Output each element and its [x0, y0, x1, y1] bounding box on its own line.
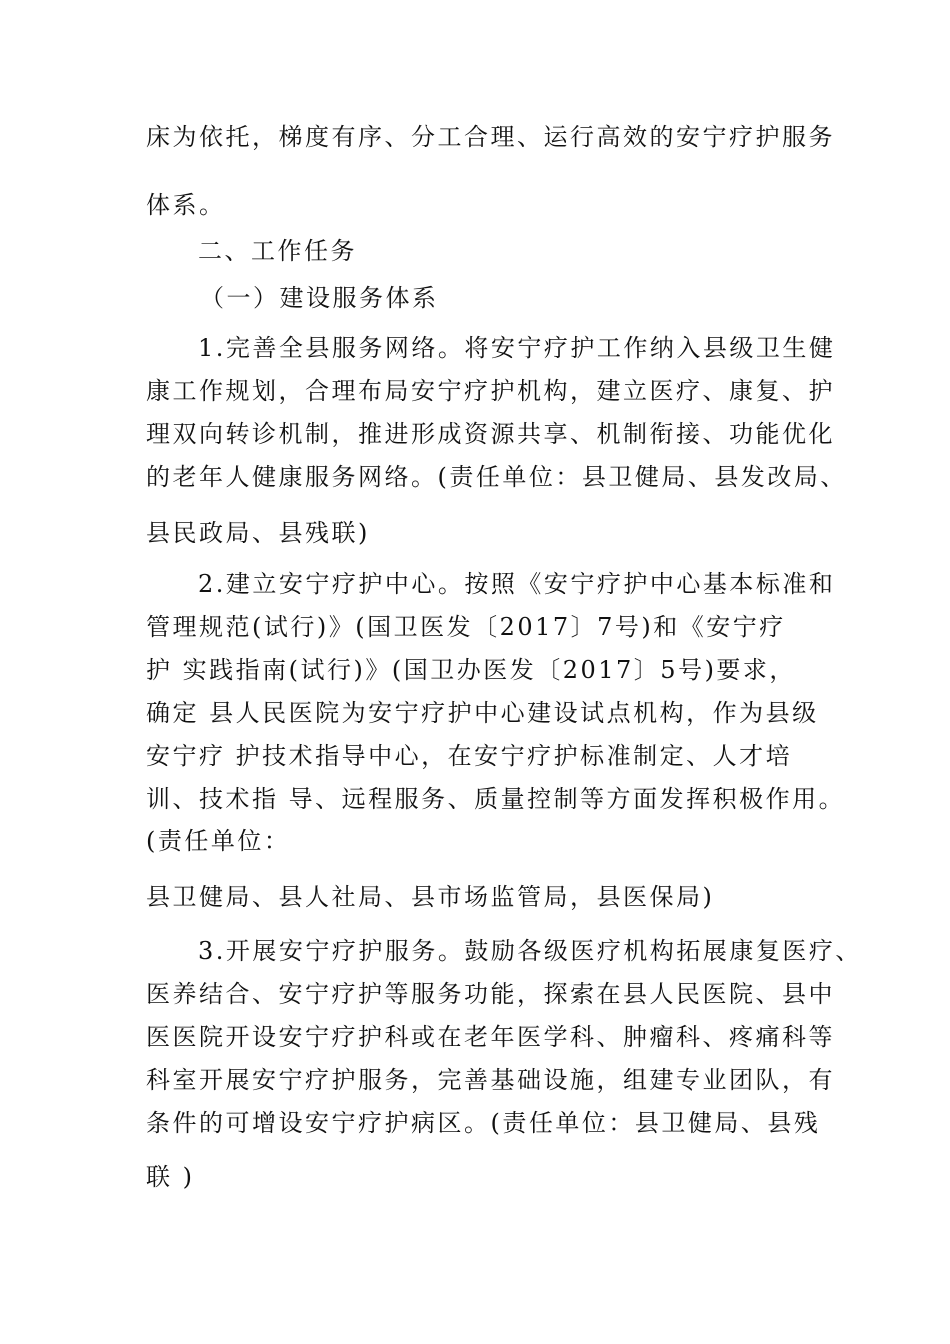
text-line: 2.建立安宁疗护中心。按照《安宁疗护中心基本标准和 [198, 570, 836, 598]
text-line: 的老年人健康服务网络。(责任单位：县卫健局、县发改局、 [146, 463, 847, 491]
text-line: 3.开展安宁疗护服务。鼓励各级医疗机构拓展康复医疗、 [198, 937, 862, 965]
section-heading: 二、工作任务 [198, 237, 357, 265]
text-line: 科室开展安宁疗护服务，完善基础设施，组建专业团队，有 [146, 1066, 835, 1094]
text-line: 条件的可增设安宁疗护病区。(责任单位：县卫健局、县残 [146, 1109, 821, 1137]
text-line: 县卫健局、县人社局、县市场监管局，县医保局) [146, 883, 715, 911]
text-line: 康工作规划，合理布局安宁疗护机构，建立医疗、康复、护 [146, 377, 835, 405]
text-line: (责任单位： [146, 827, 291, 855]
text-line: 护 实践指南(试行)》(国卫办医发〔2017〕5号)要求， [146, 656, 796, 684]
text-line: 1.完善全县服务网络。将安宁疗护工作纳入县级卫生健 [198, 334, 836, 362]
text-line: 医医院开设安宁疗护科或在老年医学科、肿瘤科、疼痛科等 [146, 1023, 835, 1051]
text-line: 县民政局、县残联) [146, 519, 370, 547]
text-line: 训、技术指 导、远程服务、质量控制等方面发挥积极作用。 [146, 785, 846, 813]
text-line: 管理规范(试行)》(国卫医发〔2017〕7号)和《安宁疗 [146, 613, 786, 641]
text-line: 确定 县人民医院为安宁疗护中心建设试点机构，作为县级 [146, 699, 819, 727]
text-line: 联 ) [146, 1163, 195, 1191]
text-line: 医养结合、安宁疗护等服务功能，探索在县人民医院、县中 [146, 980, 835, 1008]
text-line: 体系。 [146, 191, 226, 219]
text-line: 理双向转诊机制，推进形成资源共享、机制衔接、功能优化 [146, 420, 835, 448]
subsection-heading: （一）建设服务体系 [200, 284, 439, 312]
text-line: 床为依托，梯度有序、分工合理、运行高效的安宁疗护服务 [146, 123, 835, 151]
text-line: 安宁疗 护技术指导中心，在安宁疗护标准制定、人才培 [146, 742, 793, 770]
